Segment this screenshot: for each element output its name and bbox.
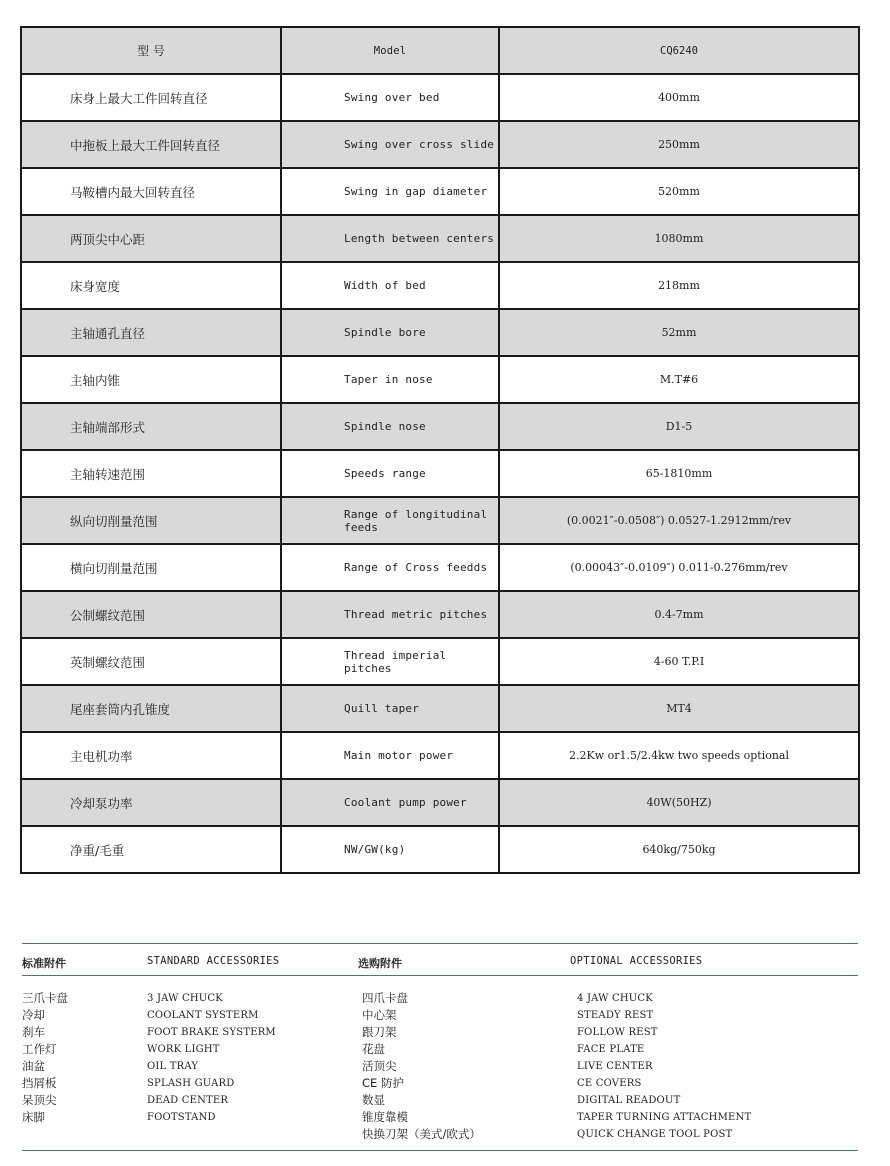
accessory-item: 快换刀架（美式/欧式）: [362, 1127, 481, 1141]
spec-row: [21, 591, 859, 638]
optional-accessories-list-en: [577, 990, 751, 1143]
accessory-item: FOOTSTAND: [147, 1112, 216, 1123]
spec-value: 250mm: [499, 121, 859, 168]
spec-value: MT4: [499, 685, 859, 732]
accessory-item: FACE PLATE: [577, 1044, 645, 1055]
spec-label-en: Taper in nose: [281, 356, 499, 403]
accessory-item: WORK LIGHT: [147, 1044, 220, 1055]
accessory-item: 挡屑板: [22, 1076, 57, 1090]
spec-value: (0.0021″-0.0508″) 0.0527-1.2912mm/rev: [499, 497, 859, 544]
spec-label-cn: 主轴端部形式: [21, 403, 281, 450]
accessory-item: 中心架: [362, 1008, 397, 1022]
accessory-item: 花盘: [362, 1042, 385, 1056]
spec-label-cn: 英制螺纹范围: [21, 638, 281, 685]
accessory-item: 跟刀架: [362, 1025, 397, 1039]
spec-value: 2.2Kw or1.5/2.4kw two speeds optional: [499, 732, 859, 779]
accessory-item: 锥度靠模: [362, 1110, 408, 1124]
accessory-item: SPLASH GUARD: [147, 1078, 235, 1089]
accessory-item: 工作灯: [22, 1042, 57, 1056]
accessories-top-rule: [22, 943, 858, 944]
optional-accessories-title-cn: 选购附件: [358, 957, 402, 970]
spec-label-cn: 床身宽度: [21, 262, 281, 309]
accessory-item: DIGITAL READOUT: [577, 1095, 681, 1106]
header-model-value: CQ6240: [499, 27, 859, 74]
spec-label-cn: 床身上最大工件回转直径: [21, 74, 281, 121]
spec-value: 1080mm: [499, 215, 859, 262]
spec-label-en: Width of bed: [281, 262, 499, 309]
accessories-header-rule: [22, 975, 858, 976]
spec-label-cn: 中拖板上最大工件回转直径: [21, 121, 281, 168]
accessory-item: FOOT BRAKE SYSTERM: [147, 1027, 276, 1038]
spec-label-en: Swing over bed: [281, 74, 499, 121]
accessory-item: FOLLOW REST: [577, 1027, 658, 1038]
spec-row: [21, 732, 859, 779]
header-cn: 型 号: [21, 27, 281, 74]
spec-row: [21, 544, 859, 591]
spec-label-cn: 主轴通孔直径: [21, 309, 281, 356]
spec-value: 520mm: [499, 168, 859, 215]
optional-accessories-list-cn: [362, 990, 481, 1143]
spec-label-cn: 两顶尖中心距: [21, 215, 281, 262]
accessory-item: 冷却: [22, 1008, 45, 1022]
accessory-item: QUICK CHANGE TOOL POST: [577, 1129, 733, 1140]
standard-accessories-list-en: [147, 990, 276, 1126]
accessory-item: 活顶尖: [362, 1059, 397, 1073]
spec-label-en: NW/GW(kg): [281, 826, 499, 873]
spec-row: [21, 450, 859, 497]
spec-value: M.T#6: [499, 356, 859, 403]
spec-row: [21, 826, 859, 873]
accessory-item: 刹车: [22, 1025, 45, 1039]
spec-label-cn: 尾座套筒内孔锥度: [21, 685, 281, 732]
spec-label-en: Spindle nose: [281, 403, 499, 450]
accessory-item: LIVE CENTER: [577, 1061, 653, 1072]
optional-accessories-title-en: OPTIONAL ACCESSORIES: [570, 955, 703, 967]
spec-value: 218mm: [499, 262, 859, 309]
spec-label-en: Quill taper: [281, 685, 499, 732]
spec-row: [21, 685, 859, 732]
spec-value: 400mm: [499, 74, 859, 121]
spec-row: [21, 74, 859, 121]
spec-label-cn: 横向切削量范围: [21, 544, 281, 591]
spec-value: (0.00043″-0.0109″) 0.011-0.276mm/rev: [499, 544, 859, 591]
spec-row: [21, 638, 859, 685]
standard-accessories-title-en: STANDARD ACCESSORIES: [147, 955, 280, 967]
spec-label-en: Length between centers: [281, 215, 499, 262]
spec-label-en: Thread metric pitches: [281, 591, 499, 638]
accessory-item: 床脚: [22, 1110, 45, 1124]
accessory-item: 4 JAW CHUCK: [577, 993, 653, 1004]
spec-row: [21, 121, 859, 168]
spec-label-cn: 冷却泵功率: [21, 779, 281, 826]
spec-label-en: Thread imperial pitches: [281, 638, 499, 685]
spec-label-cn: 主轴转速范围: [21, 450, 281, 497]
accessory-item: 三爪卡盘: [22, 991, 68, 1005]
spec-row: [21, 403, 859, 450]
spec-header-row: [21, 27, 859, 74]
spec-label-en: Coolant pump power: [281, 779, 499, 826]
accessory-item: STEADY REST: [577, 1010, 654, 1021]
spec-value: 65-1810mm: [499, 450, 859, 497]
spec-value: 0.4-7mm: [499, 591, 859, 638]
spec-label-en: Speeds range: [281, 450, 499, 497]
spec-label-en: Spindle bore: [281, 309, 499, 356]
spec-value: 52mm: [499, 309, 859, 356]
accessory-item: DEAD CENTER: [147, 1095, 229, 1106]
accessory-item: COOLANT SYSTERM: [147, 1010, 259, 1021]
spec-value: 4-60 T.P.I: [499, 638, 859, 685]
accessory-item: 呆顶尖: [22, 1093, 57, 1107]
header-en: Model: [281, 27, 499, 74]
spec-row: [21, 497, 859, 544]
spec-row: [21, 262, 859, 309]
accessory-item: 数显: [362, 1093, 385, 1107]
spec-label-cn: 公制螺纹范围: [21, 591, 281, 638]
spec-row: [21, 309, 859, 356]
spec-table-body: [21, 27, 859, 873]
spec-table: [20, 26, 860, 874]
spec-row: [21, 168, 859, 215]
spec-value: 640kg/750kg: [499, 826, 859, 873]
spec-label-en: Main motor power: [281, 732, 499, 779]
spec-label-cn: 纵向切削量范围: [21, 497, 281, 544]
spec-row: [21, 215, 859, 262]
spec-row: [21, 779, 859, 826]
accessory-item: CE COVERS: [577, 1078, 642, 1089]
spec-label-cn: 马鞍槽内最大回转直径: [21, 168, 281, 215]
accessory-item: OIL TRAY: [147, 1061, 199, 1072]
spec-label-en: Swing in gap diameter: [281, 168, 499, 215]
accessory-item: TAPER TURNING ATTACHMENT: [577, 1112, 752, 1123]
accessory-item: 油盆: [22, 1059, 45, 1073]
spec-label-cn: 主电机功率: [21, 732, 281, 779]
spec-label-cn: 净重/毛重: [21, 826, 281, 873]
spec-value: D1-5: [499, 403, 859, 450]
spec-label-cn: 主轴内锥: [21, 356, 281, 403]
standard-accessories-list-cn: [22, 990, 68, 1126]
spec-row: [21, 356, 859, 403]
spec-label-en: Range of Cross feedds: [281, 544, 499, 591]
accessory-item: CE 防护: [362, 1076, 404, 1090]
standard-accessories-title-cn: 标准附件: [22, 957, 66, 970]
accessories-bottom-rule: [22, 1150, 858, 1151]
spec-label-en: Range of longitudinal feeds: [281, 497, 499, 544]
accessory-item: 3 JAW CHUCK: [147, 993, 223, 1004]
accessory-item: 四爪卡盘: [362, 991, 408, 1005]
spec-label-en: Swing over cross slide: [281, 121, 499, 168]
spec-value: 40W(50HZ): [499, 779, 859, 826]
